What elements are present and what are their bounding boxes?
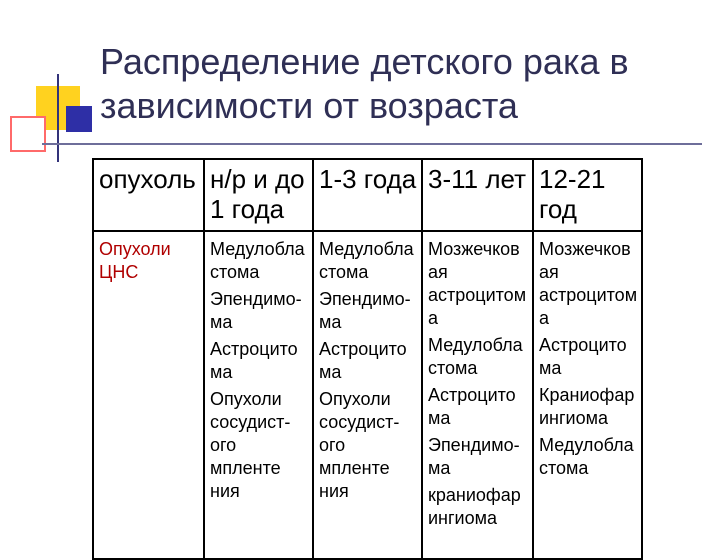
cell-3-11	[422, 231, 533, 559]
header-line: 1-3 года	[319, 164, 417, 194]
tumor-item: краниофар ингиома	[428, 485, 521, 528]
tumor-item: Астроцито ма	[319, 339, 407, 382]
header-1-3	[313, 159, 422, 231]
tumor-item: Медулобла стома	[319, 239, 414, 282]
tumor-item: Астроцито ма	[428, 385, 516, 428]
header-line: год	[539, 194, 577, 224]
table-row-cns	[93, 231, 642, 559]
tumor-item: Краниофар ингиома	[539, 385, 635, 428]
row-label-line: ЦНС	[99, 262, 139, 282]
age-distribution-table	[92, 158, 643, 560]
header-line: 3-11 лет	[428, 164, 527, 194]
cell-12-21	[533, 231, 642, 559]
header-line: опухоль	[99, 164, 196, 194]
row-label-cns	[93, 231, 204, 559]
tumor-item: Медулобла стома	[539, 435, 634, 478]
header-line: 12-21	[539, 164, 606, 194]
header-3-11	[422, 159, 533, 231]
header-line: 1 года	[210, 194, 285, 224]
cell-newborn	[204, 231, 313, 559]
slide-title-line-1: Распределение детского рака в	[100, 41, 629, 82]
cell-1-3	[313, 231, 422, 559]
tumor-item: Астроцито ма	[210, 339, 298, 382]
tumor-item: Астроцито ма	[539, 335, 627, 378]
tumor-item: Опухоли сосудист- ого мпленте ния	[210, 389, 291, 501]
header-line: н/р и до	[210, 164, 305, 194]
header-newborn	[204, 159, 313, 231]
tumor-item: Мозжечков ая астроцитом а	[428, 239, 527, 328]
tumor-item: Медулобла стома	[428, 335, 523, 378]
tumor-item: Эпендимо- ма	[210, 289, 302, 332]
table-header-row	[93, 159, 642, 231]
decor-red-square	[10, 116, 46, 152]
tumor-item: Медулобла стома	[210, 239, 305, 282]
row-label-line: Опухоли	[99, 239, 171, 259]
tumor-item: Эпендимо- ма	[319, 289, 411, 332]
slide-title	[100, 40, 700, 128]
tumor-item: Опухоли сосудист- ого мпленте ния	[319, 389, 400, 501]
header-12-21	[533, 159, 642, 231]
decor-vertical-line	[57, 74, 59, 162]
title-underline	[42, 143, 702, 145]
tumor-item: Мозжечков ая астроцитом а	[539, 239, 638, 328]
slide-title-line-2: зависимости от возраста	[100, 85, 518, 126]
tumor-item: Эпендимо- ма	[428, 435, 520, 478]
decor-blue-square	[66, 106, 92, 132]
header-tumor	[93, 159, 204, 231]
